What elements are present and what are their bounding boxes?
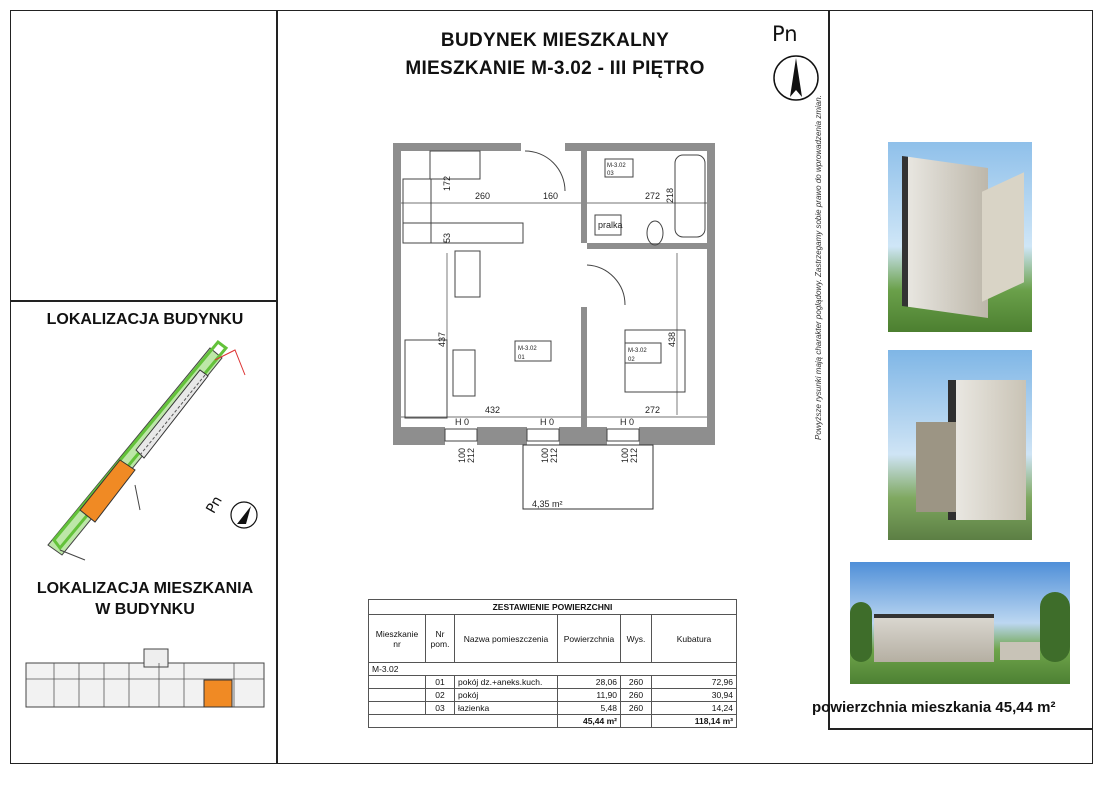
building-render-2 <box>888 350 1032 540</box>
row-name: łazienka <box>455 702 558 715</box>
window-h0-1: H 0 <box>455 417 470 427</box>
table-row <box>369 676 737 689</box>
balcony-area-label: 4,35 m² <box>532 499 563 509</box>
header-room-no: Nr pom. <box>426 615 455 663</box>
apartment-number-cell: M-3.02 <box>369 663 737 676</box>
window-size-2a: 100 <box>540 447 550 463</box>
building-location-heading: LOKALIZACJA BUDYNKU <box>46 311 244 328</box>
header-room-name: Nazwa pomieszczenia <box>455 615 558 663</box>
row-volume: 14,24 <box>652 702 737 715</box>
row-nr: 03 <box>426 702 455 715</box>
title-line-1: BUDYNEK MIESZKALNY <box>440 30 670 51</box>
window-h0-2: H 0 <box>540 417 555 427</box>
floor-key-plan <box>24 645 266 717</box>
dim-218: 218 <box>665 187 675 203</box>
dim-272-bottom: 272 <box>645 405 661 415</box>
header-area: Powierzchnia <box>558 615 621 663</box>
title-line-2: MIESZKANIE M-3.02 - III PIĘTRO <box>405 58 705 79</box>
highlighted-apartment <box>204 680 232 707</box>
row-area: 5,48 <box>558 702 621 715</box>
building-render-1 <box>888 142 1032 332</box>
dim-432: 432 <box>485 405 501 415</box>
row-name: pokój <box>455 689 558 702</box>
row-volume: 30,94 <box>652 689 737 702</box>
window-size-2b: 212 <box>549 447 559 463</box>
pralka-label: pralka <box>598 220 623 230</box>
table-caption: ZESTAWIENIE POWIERZCHNI <box>369 600 737 615</box>
header-height: Wys. <box>621 615 652 663</box>
row-nr: 01 <box>426 676 455 689</box>
right-divider <box>828 10 830 728</box>
table-row <box>369 689 737 702</box>
north-label: Pn <box>772 22 798 46</box>
room-03-label: M-3.02 <box>607 163 626 169</box>
apartment-floor-plan <box>385 135 730 515</box>
right-panel-bottom-line <box>828 728 1093 730</box>
window-size-1b: 212 <box>466 447 476 463</box>
row-name: pokój dz.+aneks.kuch. <box>455 676 558 689</box>
building-render-3 <box>850 562 1070 684</box>
room-01-label: M-3.02 <box>518 346 537 352</box>
row-height: 260 <box>621 676 652 689</box>
dim-160: 160 <box>543 191 559 201</box>
row-nr: 02 <box>426 689 455 702</box>
site-north-label: Pn <box>203 493 226 517</box>
header-volume: Kubatura <box>652 615 737 663</box>
left-divider <box>276 10 278 764</box>
window-size-1a: 100 <box>457 447 467 463</box>
dim-53: 53 <box>442 232 452 243</box>
room-03-number: 03 <box>607 171 614 177</box>
dim-437: 437 <box>437 331 447 347</box>
row-height: 260 <box>621 689 652 702</box>
row-area: 28,06 <box>558 676 621 689</box>
site-north-arrow-icon <box>229 500 259 530</box>
apartment-area-summary: powierzchnia mieszkania 45,44 m² <box>812 699 1056 716</box>
left-panel-separator <box>10 300 277 302</box>
disclaimer-text: Powyższe rysunki mają charakter poglądowy. Zastrzegamy sobie prawo do wprowadzenia zmian. <box>814 95 823 440</box>
window-size-3b: 212 <box>629 447 639 463</box>
row-height: 260 <box>621 702 652 715</box>
total-volume: 118,14 m³ <box>652 715 737 728</box>
total-area: 45,44 m² <box>558 715 621 728</box>
row-area: 11,90 <box>558 689 621 702</box>
window-size-3a: 100 <box>620 447 630 463</box>
row-volume: 72,96 <box>652 676 737 689</box>
apartment-location-heading-1: LOKALIZACJA MIESZKANIA <box>36 580 254 597</box>
dim-272-top: 272 <box>645 191 661 201</box>
room-02-label: M-3.02 <box>628 348 647 354</box>
window-h0-3: H 0 <box>620 417 635 427</box>
dim-172: 172 <box>442 175 452 191</box>
apartment-location-heading-2: W BUDYNKU <box>95 601 195 618</box>
area-summary-table <box>368 599 737 728</box>
room-01-number: 01 <box>518 355 525 361</box>
table-row <box>369 702 737 715</box>
dim-438: 438 <box>667 331 677 347</box>
room-02-number: 02 <box>628 357 635 363</box>
header-apartment-no: Mieszkanie nr <box>369 615 426 663</box>
dim-260: 260 <box>475 191 491 201</box>
